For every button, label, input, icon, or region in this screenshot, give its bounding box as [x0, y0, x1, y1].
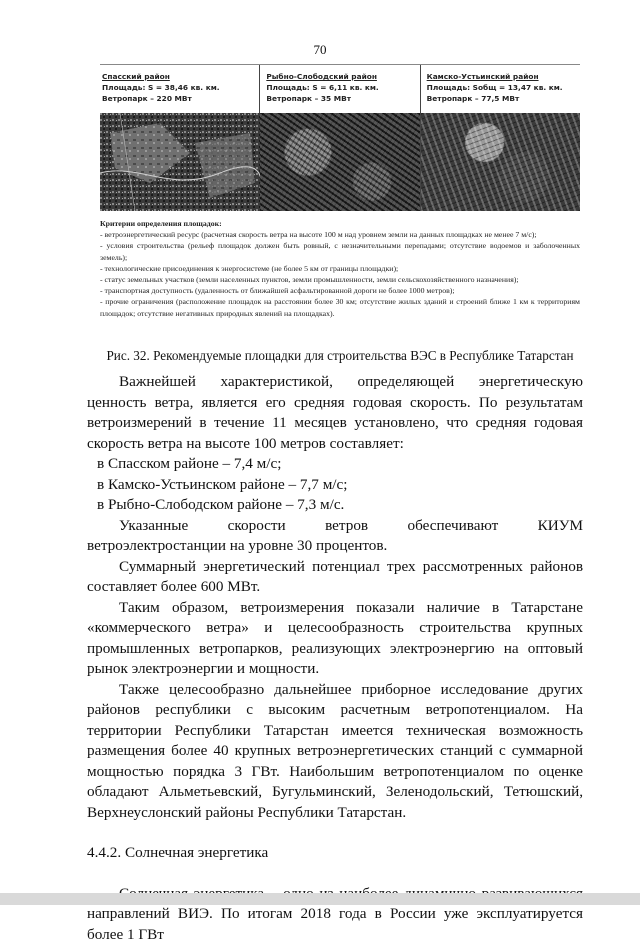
panel-region: Спасский район — [102, 71, 257, 82]
paragraph: направлений ВИЭ. По итогам 2018 года в России уже эксплуатируется более 1 ГВт — [87, 884, 583, 945]
figure-32 — [100, 64, 580, 211]
satellite-image-spassky — [100, 113, 260, 211]
footer-bar — [0, 893, 640, 905]
figure-caption: Рис. 32. Рекомендуемые площадки для строительства ВЭС в Республике Татарстан — [100, 348, 580, 364]
panel-area: Площадь: S = 6,11 кв. км. — [266, 82, 417, 93]
page-number: 70 — [0, 42, 640, 58]
panel-area: Площадь: Sобщ = 13,47 кв. км. — [427, 82, 578, 93]
satellite-image-rybno-slobodsky — [260, 113, 419, 211]
criteria-title: Критерии определения площадок: — [100, 218, 580, 229]
spacer — [87, 864, 583, 884]
panel-header — [260, 65, 419, 113]
panel-region: Рыбно-Слободский район — [266, 71, 417, 82]
criteria-item: - статус земельных участков (земли населенных пунктов, земли промышленности, земли сельскохозяйственного назначения); — [100, 274, 580, 285]
panel-header — [421, 65, 580, 113]
paragraph: Суммарный энергетический потенциал трех рассмотренных районов составляет более 600 МВт. — [87, 557, 583, 598]
figure-panel-kamsko-ustyinsky — [421, 65, 580, 211]
list-item: в Камско-Устьинском районе – 7,7 м/с; — [87, 475, 583, 496]
figure-panel-spassky — [100, 65, 260, 211]
list-item: в Рыбно-Слободском районе – 7,3 м/с. — [87, 495, 583, 516]
criteria-item: - ветроэнергетический ресурс (расчетная скорость ветра на высоте 100 м над уровнем земли на данных площадках не менее 7 м/с); — [100, 229, 580, 240]
criteria-item: - прочие ограничения (расположение площадок на расстоянии более 30 км; отсутствие жилых зданий и строений ближе 1 км к территориям площадок; отсутствие негативных природных явлений на площадках). — [100, 296, 580, 318]
section-heading: 4.4.2. Солнечная энергетика — [87, 843, 583, 864]
paragraph: Указанные скорости ветров обеспечивают КИУМ ветроэлектростанции на уровне 30 процентов. — [87, 516, 583, 557]
list-item: в Спасском районе – 7,4 м/с; — [87, 454, 583, 475]
panel-header — [100, 65, 259, 113]
paragraph: Важнейшей характеристикой, определяющей энергетическую ценность ветра, является его средняя годовая скорость. По результатам ветроизмерений в течение 11 месяцев установлено, что средняя годовая скорость ветра на высоте 100 метров составляет: — [87, 372, 583, 454]
paragraph: Также целесообразно дальнейшее приборное исследование других районов республики с высоким расчетным ветропотенциалом. На территории Республики Татарстан имеется техническая возможность размещения более 40 крупных ветроэнергетических станций с суммарной мощностью порядка 3 ГВт. Наибольшим ветропотенциалом по оценке обладают Альметьевский, Бугульминский, Зеленодольский, Тетюшский, Верхнеуслонский районы Республики Татарстан. — [87, 680, 583, 824]
criteria-item: - технологические присоединения к энергосистеме (не более 5 км от границы площадки); — [100, 263, 580, 274]
figure-panel-rybno-slobodsky — [260, 65, 420, 211]
panel-park: Ветропарк – 35 МВт — [266, 93, 417, 104]
criteria-item: - условия строительства (рельеф площадок должен быть ровный, с незначительными перепадами; отсутствие водоемов и заболоченных земель); — [100, 240, 580, 262]
satellite-image-kamsko-ustyinsky — [421, 113, 580, 211]
panel-park: Ветропарк – 220 МВт — [102, 93, 257, 104]
criteria-block — [100, 218, 580, 319]
body-text — [87, 372, 583, 945]
panel-park: Ветропарк – 77,5 МВт — [427, 93, 578, 104]
paragraph: Таким образом, ветроизмерения показали наличие в Татарстане «коммерческого ветра» и целесообразность строительства крупных промышленных ветропарков, реализующих электроэнергию на оптовый рынок электроэнергии и мощности. — [87, 598, 583, 680]
panel-region: Камско-Устьинский район — [427, 71, 578, 82]
criteria-item: - транспортная доступность (удаленность от ближайшей асфальтированной дороги не более 1000 метров); — [100, 285, 580, 296]
panel-area: Площадь: S = 38,46 кв. км. — [102, 82, 257, 93]
